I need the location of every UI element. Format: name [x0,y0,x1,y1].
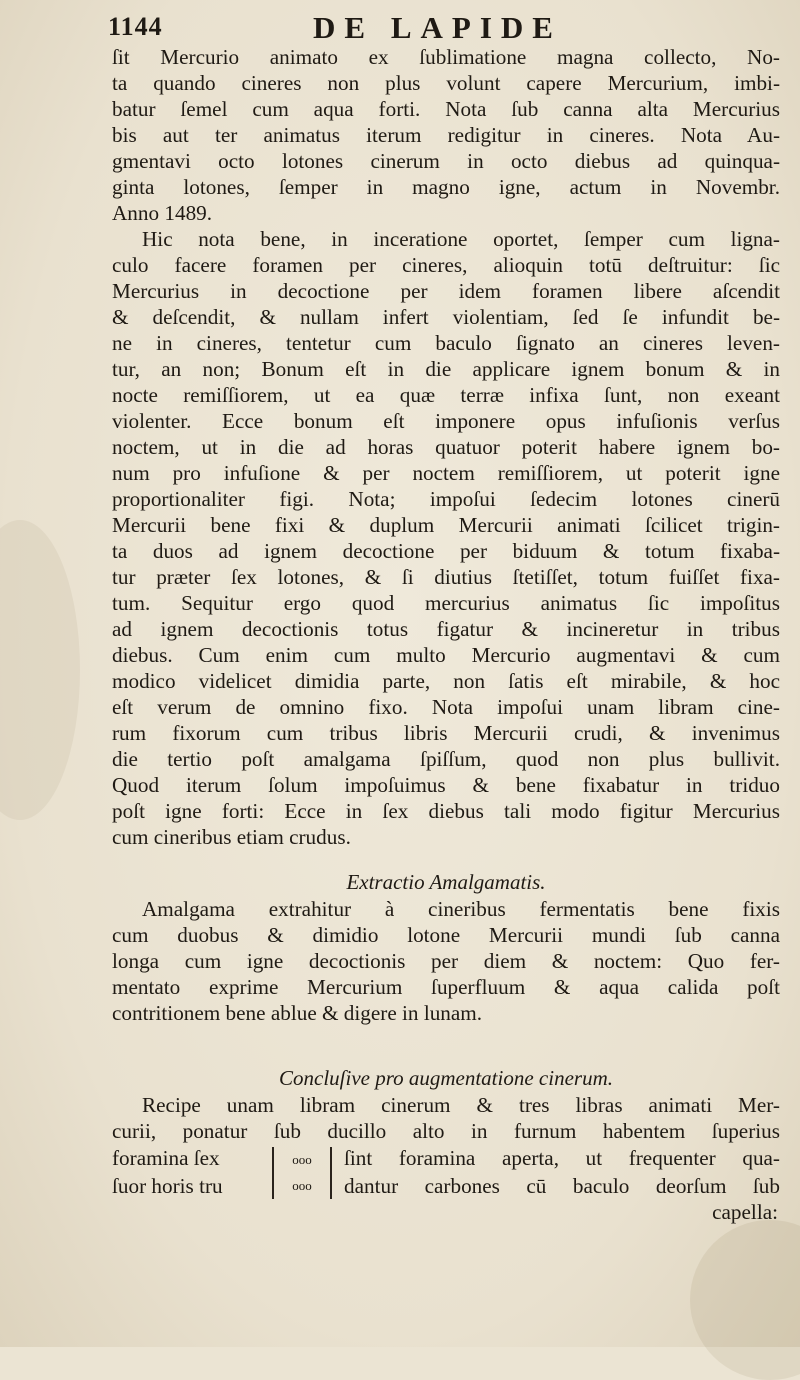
text-line: ginta lotones, ſemper in magno igne, actum in Novembr. [112,175,780,199]
catchword: capella: [712,1200,778,1224]
text-line: contritionem bene ablue & digere in lunam. [112,1001,483,1025]
text-line: nocte remiſſiorem, ut ea quæ terræ infixa ſunt, non exeant [112,383,780,407]
text-line: rum fixorum cum tribus libris Mercurii crudi, & invenimus [112,721,780,745]
main-paragraphs [112,44,780,850]
conclusive-paragraph [112,1092,780,1144]
text-line: longa cum igne decoctionis per diem & noctem: Quo fer- [112,949,780,973]
running-head: DE LAPIDE [313,10,562,45]
text-line: ſuor horis tru [112,1174,223,1198]
text-line: Recipe unam libram cinerum & tres libras animati Mer- [142,1093,780,1117]
extractio-paragraph [112,896,780,1026]
text-line: curii, ponatur ſub ducillo alto in furnum habentem ſuperius [112,1119,780,1143]
text-line: & deſcendit, & nullam infert violentiam, ſed ſe infundit be- [112,305,780,329]
text-line: tur, an non; Bonum eſt in die applicare ignem bonum & in [112,357,780,381]
text-line: Mercurius in decoctione per idem foramen libere aſcendit [112,279,780,303]
text-line: modico videlicet dimidia parte, non ſatis eſt mirabile, & hoc [112,669,780,693]
text-line: noctem, ut in die ad horas quatuor poterit habere ignem bo- [112,435,780,459]
text-line: proportionaliter figi. Nota; impoſui ſedecim lotones cinerū [112,487,780,511]
text-line: violenter. Ecce bonum eſt imponere opus infuſionis verſus [112,409,780,433]
text-line: tum. Sequitur ergo quod mercurius animatus ſic impoſitus [112,591,780,615]
holes-row: ooo [292,1178,312,1193]
text-line: cum cineribus etiam crudus. [112,825,351,849]
text-line: ad ignem decoctionis totus figatur & incineretur in tribus [112,617,780,641]
text-line: ta duos ad ignem decoctione per biduum & totum fixaba- [112,539,780,563]
text-line: foramina ſex [112,1146,220,1170]
text-line: gmentavi octo lotones cinerum in octo diebus ad quinqua- [112,149,780,173]
figure-right-text [344,1145,780,1201]
text-line: Quod iterum ſolum impoſuimus & bene fixabatur in triduo [112,773,780,797]
text-line: cum duobus & dimidio lotone Mercurii mundi ſub canna [112,923,780,947]
text-line: bis aut ter animatus iterum redigitur in cineres. Nota Au- [112,123,780,147]
text-line: poſt igne forti: Ecce in ſex diebus tali modo figitur Mercurius [112,799,780,823]
text-line: eſt verum de omnino fixo. Nota impoſui unam libram cine- [112,695,780,719]
text-line: culo facere foramen per cineres, alioquin totū deſtruitur: ſic [112,253,780,277]
figure-left-text [112,1145,223,1201]
paper-stain [0,520,80,820]
text-line: Mercurii bene fixi & duplum Mercurii animati ſcilicet trigin- [112,513,780,537]
section-heading-extractio: Extractio Amalgamatis. [346,870,546,894]
page-number: 1144 [108,12,163,41]
paper-stain [690,1220,800,1380]
text-line: Hic nota bene, in inceratione oportet, ſemper cum ligna- [142,227,780,251]
furnace-figure-row [112,1145,780,1203]
text-line: Anno 1489. [112,201,213,225]
text-line: ſit Mercurio animato ex ſublimatione magna collecto, No- [112,45,780,69]
text-line: diebus. Cum enim cum multo Mercurio augmentavi & cum [112,643,780,667]
section-heading-conclusive: Concluſive pro augmentatione cinerum. [279,1066,613,1090]
text-line: num pro infuſione & per noctem remiſſiorem, ut poterit igne [112,461,780,485]
text-line: tur præter ſex lotones, & ſi diutius ſtetiſſet, totum fuiſſet fixa- [112,565,780,589]
holes-row: ooo [292,1152,312,1167]
text-line: die tertio poſt amalgama ſpiſſum, quod non plus bullivit. [112,747,780,771]
furnace-holes-figure [272,1147,332,1199]
text-line: batur ſemel cum aqua forti. Nota ſub canna alta Mercurius [112,97,780,121]
text-line: Amalgama extrahitur à cineribus fermentatis bene fixis [142,897,780,921]
text-line: ſint foramina aperta, ut frequenter qua- [344,1146,780,1170]
text-line: ne in cineres, tentetur cum baculo ſignato an cineres leven- [112,331,780,355]
text-line: dantur carbones cū baculo deorſum ſub [344,1174,780,1198]
text-line: mentato exprime Mercurium ſuperfluum & aqua calida poſt [112,975,780,999]
text-line: ta quando cineres non plus volunt capere Mercurium, imbi- [112,71,780,95]
